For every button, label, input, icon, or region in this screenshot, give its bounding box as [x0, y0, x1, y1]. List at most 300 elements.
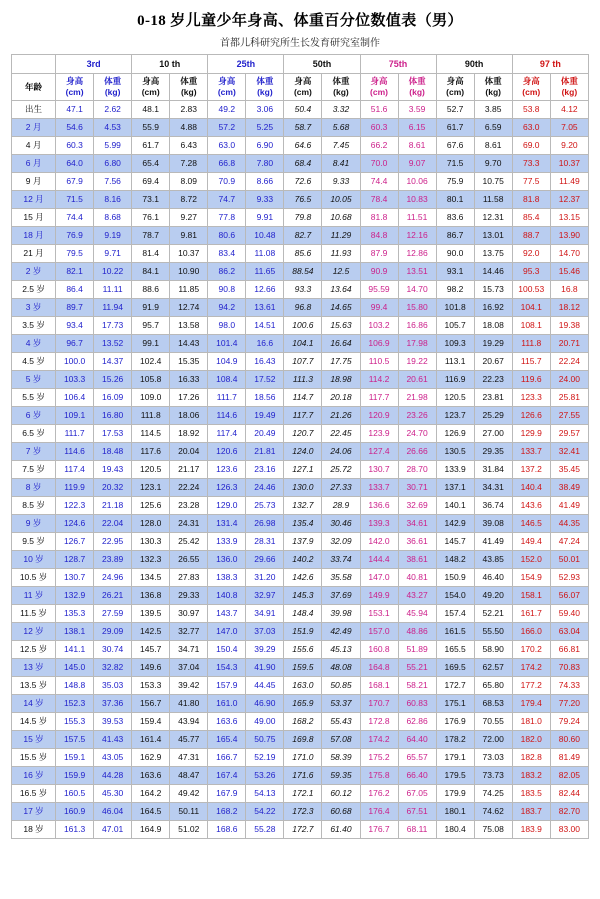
- height-value: 108.1: [512, 317, 550, 335]
- height-value: 174.2: [360, 731, 398, 749]
- height-value: 114.2: [360, 371, 398, 389]
- weight-value: 35.03: [94, 677, 132, 695]
- table-row: [12, 767, 589, 785]
- height-value: 174.2: [512, 659, 550, 677]
- height-value: 183.5: [512, 785, 550, 803]
- weight-value: 36.61: [398, 533, 436, 551]
- table-row: [12, 191, 589, 209]
- height-value: 109.1: [56, 407, 94, 425]
- percentile-header-90th: 90th: [436, 55, 512, 74]
- age-label: 13.5 岁: [12, 677, 56, 695]
- height-value: 50.4: [284, 101, 322, 119]
- weight-value: 34.91: [246, 605, 284, 623]
- weight-value: 82.70: [550, 803, 588, 821]
- height-value: 129.0: [208, 497, 246, 515]
- weight-value: 6.43: [170, 137, 208, 155]
- height-value: 52.7: [436, 101, 474, 119]
- weight-value: 16.92: [474, 299, 512, 317]
- height-value: 110.5: [360, 353, 398, 371]
- height-value: 154.0: [436, 587, 474, 605]
- weight-value: 8.61: [474, 137, 512, 155]
- weight-value: 70.83: [550, 659, 588, 677]
- height-value: 175.1: [436, 695, 474, 713]
- height-value: 132.7: [284, 497, 322, 515]
- height-value: 179.5: [436, 767, 474, 785]
- weight-value: 15.73: [474, 281, 512, 299]
- height-value: 72.6: [284, 173, 322, 191]
- weight-value: 11.93: [322, 245, 360, 263]
- weight-unit-header: 体重 (kg): [246, 74, 284, 101]
- weight-value: 19.38: [550, 317, 588, 335]
- weight-value: 19.49: [246, 407, 284, 425]
- weight-value: 44.45: [246, 677, 284, 695]
- height-value: 92.0: [512, 245, 550, 263]
- height-value: 104.9: [208, 353, 246, 371]
- weight-value: 59.40: [550, 605, 588, 623]
- height-value: 76.1: [132, 209, 170, 227]
- weight-value: 7.80: [246, 155, 284, 173]
- height-value: 120.5: [436, 389, 474, 407]
- weight-value: 64.40: [398, 731, 436, 749]
- weight-value: 35.58: [322, 569, 360, 587]
- weight-value: 10.90: [170, 263, 208, 281]
- weight-value: 10.83: [398, 191, 436, 209]
- weight-value: 55.50: [474, 623, 512, 641]
- height-value: 73.1: [132, 191, 170, 209]
- weight-value: 53.37: [322, 695, 360, 713]
- weight-value: 47.31: [170, 749, 208, 767]
- height-value: 74.4: [360, 173, 398, 191]
- weight-value: 15.80: [398, 299, 436, 317]
- table-row: [12, 479, 589, 497]
- height-value: 124.6: [56, 515, 94, 533]
- weight-value: 28.9: [322, 497, 360, 515]
- height-value: 60.3: [56, 137, 94, 155]
- height-unit-header: 身高 (cm): [436, 74, 474, 101]
- height-value: 123.6: [208, 461, 246, 479]
- height-value: 111.8: [132, 407, 170, 425]
- height-value: 99.1: [132, 335, 170, 353]
- height-value: 77.8: [208, 209, 246, 227]
- age-label: 15.5 岁: [12, 749, 56, 767]
- height-value: 123.9: [360, 425, 398, 443]
- height-value: 161.0: [208, 695, 246, 713]
- height-value: 99.4: [360, 299, 398, 317]
- height-value: 120.7: [284, 425, 322, 443]
- height-value: 128.0: [132, 515, 170, 533]
- table-row: [12, 389, 589, 407]
- weight-value: 8.61: [398, 137, 436, 155]
- weight-value: 17.53: [94, 425, 132, 443]
- percentile-header-10th: 10 th: [132, 55, 208, 74]
- age-label: 3 岁: [12, 299, 56, 317]
- height-value: 149.9: [360, 587, 398, 605]
- weight-value: 51.02: [170, 821, 208, 839]
- height-value: 154.9: [512, 569, 550, 587]
- height-value: 172.8: [360, 713, 398, 731]
- weight-value: 35.45: [550, 461, 588, 479]
- weight-value: 6.80: [94, 155, 132, 173]
- height-value: 114.6: [56, 443, 94, 461]
- height-value: 168.6: [208, 821, 246, 839]
- weight-value: 75.08: [474, 821, 512, 839]
- height-value: 164.5: [132, 803, 170, 821]
- weight-value: 24.70: [398, 425, 436, 443]
- height-value: 101.4: [208, 335, 246, 353]
- weight-value: 3.59: [398, 101, 436, 119]
- age-label: 2 岁: [12, 263, 56, 281]
- height-value: 85.6: [284, 245, 322, 263]
- table-row: [12, 155, 589, 173]
- weight-value: 45.13: [322, 641, 360, 659]
- height-value: 96.8: [284, 299, 322, 317]
- weight-unit-header: 体重 (kg): [398, 74, 436, 101]
- table-row: [12, 749, 589, 767]
- weight-value: 28.70: [398, 461, 436, 479]
- height-value: 182.8: [512, 749, 550, 767]
- percentile-header-row: [12, 55, 589, 74]
- height-unit-header: 身高 (cm): [132, 74, 170, 101]
- height-value: 130.5: [436, 443, 474, 461]
- weight-value: 10.68: [322, 209, 360, 227]
- weight-value: 11.29: [322, 227, 360, 245]
- age-label: 2.5 岁: [12, 281, 56, 299]
- height-value: 88.54: [284, 263, 322, 281]
- age-label: 12.5 岁: [12, 641, 56, 659]
- weight-value: 14.46: [474, 263, 512, 281]
- height-value: 95.7: [132, 317, 170, 335]
- weight-value: 74.62: [474, 803, 512, 821]
- height-value: 49.2: [208, 101, 246, 119]
- weight-value: 3.85: [474, 101, 512, 119]
- height-value: 67.9: [56, 173, 94, 191]
- weight-value: 10.06: [398, 173, 436, 191]
- weight-value: 19.43: [94, 461, 132, 479]
- height-value: 125.6: [132, 497, 170, 515]
- height-value: 111.7: [56, 425, 94, 443]
- weight-value: 8.41: [322, 155, 360, 173]
- height-value: 178.2: [436, 731, 474, 749]
- weight-value: 51.89: [398, 641, 436, 659]
- height-value: 131.4: [208, 515, 246, 533]
- weight-value: 44.28: [94, 767, 132, 785]
- weight-value: 65.57: [398, 749, 436, 767]
- weight-value: 58.21: [398, 677, 436, 695]
- weight-value: 14.51: [246, 317, 284, 335]
- weight-value: 14.70: [398, 281, 436, 299]
- weight-value: 14.70: [550, 245, 588, 263]
- weight-value: 29.66: [246, 551, 284, 569]
- height-value: 145.7: [132, 641, 170, 659]
- weight-value: 23.81: [474, 389, 512, 407]
- weight-value: 9.81: [170, 227, 208, 245]
- weight-value: 10.05: [322, 191, 360, 209]
- weight-value: 12.66: [246, 281, 284, 299]
- height-value: 137.1: [436, 479, 474, 497]
- age-label: 2 月: [12, 119, 56, 137]
- weight-value: 72.00: [474, 731, 512, 749]
- weight-value: 8.72: [170, 191, 208, 209]
- height-value: 47.1: [56, 101, 94, 119]
- height-value: 87.9: [360, 245, 398, 263]
- age-label: 16 岁: [12, 767, 56, 785]
- height-value: 61.7: [436, 119, 474, 137]
- height-value: 64.0: [56, 155, 94, 173]
- age-label: 8 岁: [12, 479, 56, 497]
- age-label: 8.5 岁: [12, 497, 56, 515]
- table-row: [12, 677, 589, 695]
- height-value: 145.0: [56, 659, 94, 677]
- weight-value: 60.83: [398, 695, 436, 713]
- height-value: 164.8: [360, 659, 398, 677]
- weight-value: 7.28: [170, 155, 208, 173]
- age-label: 4.5 岁: [12, 353, 56, 371]
- weight-value: 34.61: [398, 515, 436, 533]
- age-label: 11.5 岁: [12, 605, 56, 623]
- age-label: 5.5 岁: [12, 389, 56, 407]
- height-unit-header: 身高 (cm): [360, 74, 398, 101]
- height-value: 53.8: [512, 101, 550, 119]
- weight-value: 60.68: [322, 803, 360, 821]
- weight-value: 60.12: [322, 785, 360, 803]
- weight-value: 33.74: [322, 551, 360, 569]
- weight-value: 17.73: [94, 317, 132, 335]
- height-value: 157.5: [56, 731, 94, 749]
- height-value: 157.0: [360, 623, 398, 641]
- height-value: 66.8: [208, 155, 246, 173]
- height-value: 82.7: [284, 227, 322, 245]
- weight-value: 20.67: [474, 353, 512, 371]
- height-value: 105.8: [132, 371, 170, 389]
- table-row: [12, 533, 589, 551]
- weight-value: 11.51: [398, 209, 436, 227]
- age-label: 12 岁: [12, 623, 56, 641]
- height-value: 139.5: [132, 605, 170, 623]
- height-value: 136.6: [360, 497, 398, 515]
- height-value: 80.6: [208, 227, 246, 245]
- height-value: 139.3: [360, 515, 398, 533]
- height-value: 74.4: [56, 209, 94, 227]
- age-label: 出生: [12, 101, 56, 119]
- weight-value: 50.85: [322, 677, 360, 695]
- table-row: [12, 335, 589, 353]
- height-value: 171.0: [284, 749, 322, 767]
- weight-value: 18.98: [322, 371, 360, 389]
- height-value: 117.4: [208, 425, 246, 443]
- weight-value: 22.23: [474, 371, 512, 389]
- height-value: 130.7: [360, 461, 398, 479]
- weight-value: 52.21: [474, 605, 512, 623]
- height-value: 90.8: [208, 281, 246, 299]
- height-value: 132.3: [132, 551, 170, 569]
- height-value: 180.4: [436, 821, 474, 839]
- height-value: 102.4: [132, 353, 170, 371]
- weight-value: 62.57: [474, 659, 512, 677]
- weight-value: 39.29: [246, 641, 284, 659]
- weight-value: 27.33: [322, 479, 360, 497]
- height-value: 106.4: [56, 389, 94, 407]
- height-value: 115.7: [512, 353, 550, 371]
- table-row: [12, 731, 589, 749]
- table-row: [12, 407, 589, 425]
- weight-value: 24.31: [170, 515, 208, 533]
- age-label: 21 月: [12, 245, 56, 263]
- weight-value: 34.31: [474, 479, 512, 497]
- height-value: 142.6: [284, 569, 322, 587]
- weight-value: 40.81: [398, 569, 436, 587]
- height-value: 160.5: [56, 785, 94, 803]
- weight-value: 65.80: [474, 677, 512, 695]
- weight-value: 12.16: [398, 227, 436, 245]
- height-value: 81.4: [132, 245, 170, 263]
- weight-value: 63.04: [550, 623, 588, 641]
- height-unit-header: 身高 (cm): [56, 74, 94, 101]
- weight-value: 7.45: [322, 137, 360, 155]
- weight-value: 68.53: [474, 695, 512, 713]
- height-value: 63.0: [512, 119, 550, 137]
- weight-value: 18.48: [94, 443, 132, 461]
- weight-value: 49.00: [246, 713, 284, 731]
- weight-value: 31.84: [474, 461, 512, 479]
- table-row: [12, 461, 589, 479]
- table-row: [12, 623, 589, 641]
- page-subtitle: 首都儿科研究所生长发育研究室制作: [220, 38, 380, 49]
- table-row: [12, 245, 589, 263]
- weight-value: 46.04: [94, 803, 132, 821]
- height-value: 76.5: [284, 191, 322, 209]
- weight-value: 70.55: [474, 713, 512, 731]
- height-value: 137.2: [512, 461, 550, 479]
- weight-value: 32.41: [550, 443, 588, 461]
- height-value: 179.1: [436, 749, 474, 767]
- height-value: 120.5: [132, 461, 170, 479]
- height-value: 60.3: [360, 119, 398, 137]
- weight-value: 41.43: [94, 731, 132, 749]
- table-row: [12, 569, 589, 587]
- age-label: 9.5 岁: [12, 533, 56, 551]
- weight-value: 47.24: [550, 533, 588, 551]
- height-value: 78.4: [360, 191, 398, 209]
- height-value: 145.3: [284, 587, 322, 605]
- height-value: 159.4: [132, 713, 170, 731]
- table-row: [12, 299, 589, 317]
- weight-value: 77.20: [550, 695, 588, 713]
- weight-value: 25.73: [246, 497, 284, 515]
- weight-value: 26.66: [398, 443, 436, 461]
- table-row: [12, 173, 589, 191]
- height-value: 175.8: [360, 767, 398, 785]
- height-unit-header: 身高 (cm): [512, 74, 550, 101]
- weight-value: 73.73: [474, 767, 512, 785]
- weight-value: 10.37: [170, 245, 208, 263]
- age-label: 4 岁: [12, 335, 56, 353]
- height-value: 168.2: [208, 803, 246, 821]
- weight-value: 16.09: [94, 389, 132, 407]
- percentile-header-25th: 25th: [208, 55, 284, 74]
- weight-value: 17.52: [246, 371, 284, 389]
- weight-value: 3.32: [322, 101, 360, 119]
- weight-value: 29.09: [94, 623, 132, 641]
- height-value: 140.8: [208, 587, 246, 605]
- weight-value: 14.43: [170, 335, 208, 353]
- weight-value: 37.03: [246, 623, 284, 641]
- weight-value: 27.59: [94, 605, 132, 623]
- weight-value: 9.91: [246, 209, 284, 227]
- height-value: 79.5: [56, 245, 94, 263]
- height-value: 130.3: [132, 533, 170, 551]
- weight-value: 80.60: [550, 731, 588, 749]
- weight-value: 11.11: [94, 281, 132, 299]
- height-value: 116.9: [436, 371, 474, 389]
- height-value: 158.1: [512, 587, 550, 605]
- age-label: 9 月: [12, 173, 56, 191]
- weight-value: 6.90: [246, 137, 284, 155]
- age-label: 7 岁: [12, 443, 56, 461]
- height-value: 67.6: [436, 137, 474, 155]
- weight-value: 21.18: [94, 497, 132, 515]
- weight-value: 24.00: [550, 371, 588, 389]
- weight-value: 82.05: [550, 767, 588, 785]
- weight-value: 15.26: [94, 371, 132, 389]
- height-value: 80.1: [436, 191, 474, 209]
- weight-value: 42.49: [322, 623, 360, 641]
- height-value: 141.1: [56, 641, 94, 659]
- height-value: 126.6: [512, 407, 550, 425]
- height-value: 169.5: [436, 659, 474, 677]
- weight-value: 74.33: [550, 677, 588, 695]
- height-value: 83.6: [436, 209, 474, 227]
- height-value: 170.7: [360, 695, 398, 713]
- age-label: 10 岁: [12, 551, 56, 569]
- weight-value: 10.75: [474, 173, 512, 191]
- weight-value: 52.19: [246, 749, 284, 767]
- height-value: 171.6: [284, 767, 322, 785]
- height-value: 86.2: [208, 263, 246, 281]
- age-label: 7.5 岁: [12, 461, 56, 479]
- weight-value: 39.42: [170, 677, 208, 695]
- weight-value: 43.85: [474, 551, 512, 569]
- weight-value: 57.08: [322, 731, 360, 749]
- weight-value: 18.92: [170, 425, 208, 443]
- height-value: 88.7: [512, 227, 550, 245]
- height-value: 83.4: [208, 245, 246, 263]
- weight-value: 16.33: [170, 371, 208, 389]
- height-value: 177.2: [512, 677, 550, 695]
- weight-value: 48.08: [322, 659, 360, 677]
- height-value: 183.7: [512, 803, 550, 821]
- weight-value: 13.58: [170, 317, 208, 335]
- weight-value: 14.65: [322, 299, 360, 317]
- height-value: 163.6: [132, 767, 170, 785]
- weight-value: 11.08: [246, 245, 284, 263]
- percentile-header-97th: 97 th: [512, 55, 588, 74]
- weight-value: 25.72: [322, 461, 360, 479]
- height-value: 152.0: [512, 551, 550, 569]
- weight-value: 10.48: [246, 227, 284, 245]
- height-value: 165.9: [284, 695, 322, 713]
- weight-value: 13.90: [550, 227, 588, 245]
- height-value: 103.3: [56, 371, 94, 389]
- weight-value: 11.49: [550, 173, 588, 191]
- table-row: [12, 353, 589, 371]
- height-value: 133.9: [436, 461, 474, 479]
- weight-value: 29.57: [550, 425, 588, 443]
- height-value: 176.9: [436, 713, 474, 731]
- height-value: 179.9: [436, 785, 474, 803]
- age-label: 18 岁: [12, 821, 56, 839]
- weight-value: 24.46: [246, 479, 284, 497]
- weight-value: 5.25: [246, 119, 284, 137]
